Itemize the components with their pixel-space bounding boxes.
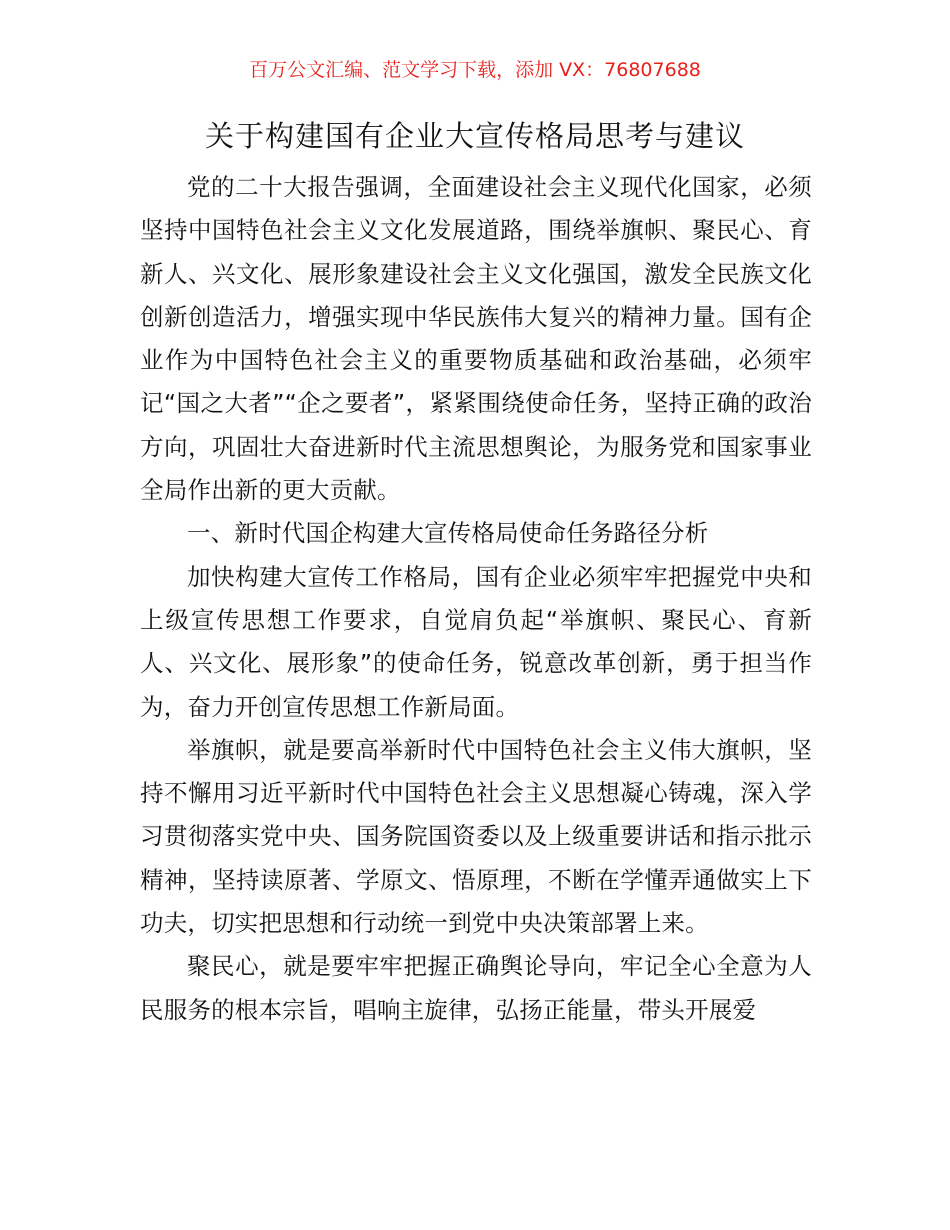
- watermark-header-text: 百万公文汇编、范文学习下载，添加 VX：76807688: [249, 59, 701, 81]
- paragraph-overview: 加快构建大宣传工作格局，国有企业必须牢牢把握党中央和上级宣传思想工作要求，自觉肩负起“举旗帜、聚民心、育新人、兴文化、展形象”的使命任务，锐意改革创新，勇于担当作为，奋力开创宣传思想工作新局面。: [140, 562, 812, 721]
- paragraph-raise-banner: 举旗帜，就是要高举新时代中国特色社会主义伟大旗帜，坚持不懈用习近平新时代中国特色社会主义思想凝心铸魂，深入学习贯彻落实党中央、国务院国资委以及上级重要讲话和指示批示精神，坚持读原著、学原文、悟原理，不断在学懂弄通做实上下功夫，切实把思想和行动统一到党中央决策部署上来。: [140, 735, 812, 938]
- paragraph-unite-hearts: 聚民心，就是要牢牢把握正确舆论导向，牢记全心全意为人民服务的根本宗旨，唱响主旋律，弘扬正能量，带头开展爱: [140, 952, 812, 1024]
- section-heading-1: 一、新时代国企构建大宣传格局使命任务路径分析: [187, 519, 709, 548]
- document-title: 关于构建国有企业大宣传格局思考与建议: [204, 119, 745, 153]
- document-body: [140, 166, 812, 1032]
- paragraph-intro: 党的二十大报告强调，全面建设社会主义现代化国家，必须坚持中国特色社会主义文化发展道路，围绕举旗帜、聚民心、育新人、兴文化、展形象建设社会主义文化强国，激发全民族文化创新创造活力，增强实现中华民族伟大复兴的精神力量。国有企业作为中国特色社会主义的重要物质基础和政治基础，必须牢记“国之大者”“企之要者”，紧紧围绕使命任务，坚持正确的政治方向，巩固壮大奋进新时代主流思想舆论，为服务党和国家事业全局作出新的更大贡献。: [140, 173, 812, 505]
